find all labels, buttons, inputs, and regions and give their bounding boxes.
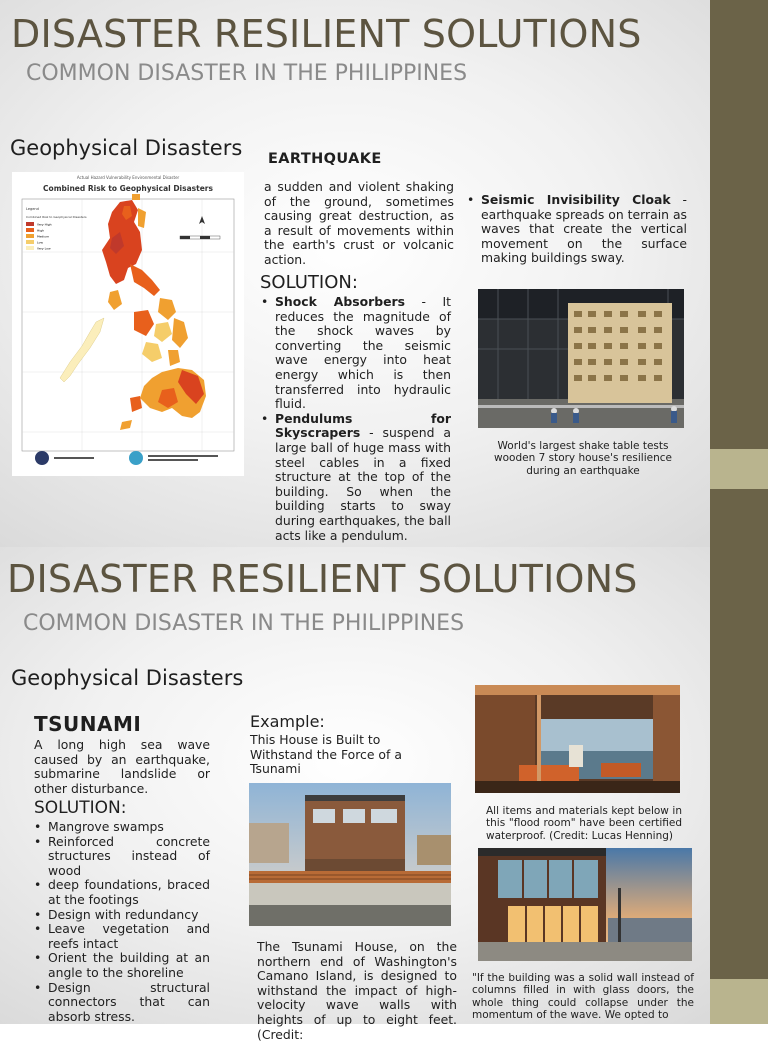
solution-item: • Leave vegetation and reefs intact (34, 922, 210, 951)
solution-item: • Mangrove swamps (34, 820, 210, 835)
cloak-list (467, 193, 687, 266)
solution-invisibility-cloak: • Seismic Invisibility Cloak - earthquake spreads on terrain as waves that create the vertical movement on the surface making buildings sway. (467, 193, 687, 266)
risk-map-figure (12, 172, 244, 476)
shake-table-photo (478, 289, 684, 428)
solution-item: • Reinforced concrete structures instead of wood (34, 835, 210, 879)
svg-text:Actual Hazard Vulnerability En: Actual Hazard Vulnerability Environmental Disaster (76, 175, 180, 180)
philippines-map-icon (12, 172, 244, 476)
slide-subtitle: COMMON DISASTER IN THE PHILIPPINES (26, 61, 468, 86)
earthquake-heading: EARTHQUAKE (268, 151, 382, 167)
shake-table-caption: World's largest shake table tests wooden 7 story house's resilience during an earthquake (494, 440, 672, 477)
legend-very-low: Very Low (37, 246, 51, 251)
tsunami-house-paragraph: The Tsunami House, on the northern end of Washington's Camano Island, is designed to withstand the impact of high-velocity wave walls with heights of up to eight feet. (Credit: (257, 939, 457, 1042)
architect-quote: "If the building was a solid wall instead of columns filled in with glass doors, the whole thing could collapse under the momentum of the wave. We opted to (472, 972, 694, 1022)
flood-room-caption: All items and materials kept below in this "flood room" have been certified waterproof. (Credit: Lucas Henning) (486, 805, 682, 842)
map-legend-title: Combined Risk to Geophysical Disasters (26, 215, 87, 219)
solution-item: • Design with redundancy (34, 908, 210, 923)
solution-label: SOLUTION: (34, 798, 127, 818)
slide-tsunami (0, 547, 768, 1042)
solution-pendulums: • Pendulums for Skyscrapers - suspend a large ball of huge mass with steel cables in a fixed structure at the top of the building. So when the building starts to sway during earthquakes, the ball acts like a pendulum. (261, 412, 451, 543)
example-label: Example: (250, 712, 325, 731)
legend-low: Low (37, 240, 43, 245)
house-exterior-photo (478, 848, 692, 961)
slide-subtitle: COMMON DISASTER IN THE PHILIPPINES (23, 611, 465, 636)
phivolcs-logo-icon (35, 451, 49, 465)
sidebar-band (710, 547, 768, 1024)
svg-text:Legend: Legend (26, 207, 39, 211)
legend-very-high: Very High (37, 222, 52, 227)
solution-item: • Orient the building at an angle to the shoreline (34, 951, 210, 980)
sidebar-accent-block (710, 979, 768, 1024)
example-text: This House is Built to Withstand the Force of a Tsunami (250, 732, 402, 777)
sidebar-accent-block (710, 449, 768, 489)
denr-logo-icon (129, 451, 143, 465)
earthquake-definition: a sudden and violent shaking of the ground, sometimes causing great destruction, as a result of movements within the earth's crust or volcanic action. (264, 179, 454, 267)
solution-item: • Design structural connectors that can absorb stress. (34, 981, 210, 1025)
flood-room-photo (475, 685, 680, 793)
map-legend (26, 222, 52, 251)
solution-item: • deep foundations, braced at the footings (34, 878, 210, 907)
slide-title: DISASTER RESILIENT SOLUTIONS (11, 12, 642, 56)
slide-title: DISASTER RESILIENT SOLUTIONS (7, 557, 638, 601)
tsunami-heading: TSUNAMI (34, 712, 142, 736)
tsunami-solutions-list (34, 820, 210, 1024)
tsunami-house-photo (249, 783, 451, 926)
tsunami-definition: A long high sea wave caused by an earthquake, submarine landslide or other disturbance. (34, 737, 210, 796)
section-heading: Geophysical Disasters (10, 136, 243, 160)
legend-medium: Medium (37, 234, 49, 239)
section-heading: Geophysical Disasters (11, 666, 244, 690)
solution-label: SOLUTION: (260, 272, 358, 293)
legend-high: High (37, 228, 44, 233)
earthquake-solutions-list (261, 295, 451, 543)
map-title: Combined Risk to Geophysical Disasters (43, 184, 213, 193)
solution-shock-absorbers: • Shock Absorbers - It reduces the magnitude of the shock waves by converting the seismic wave energy into heat energy which is then transferred into hydraulic fluid. (261, 295, 451, 412)
